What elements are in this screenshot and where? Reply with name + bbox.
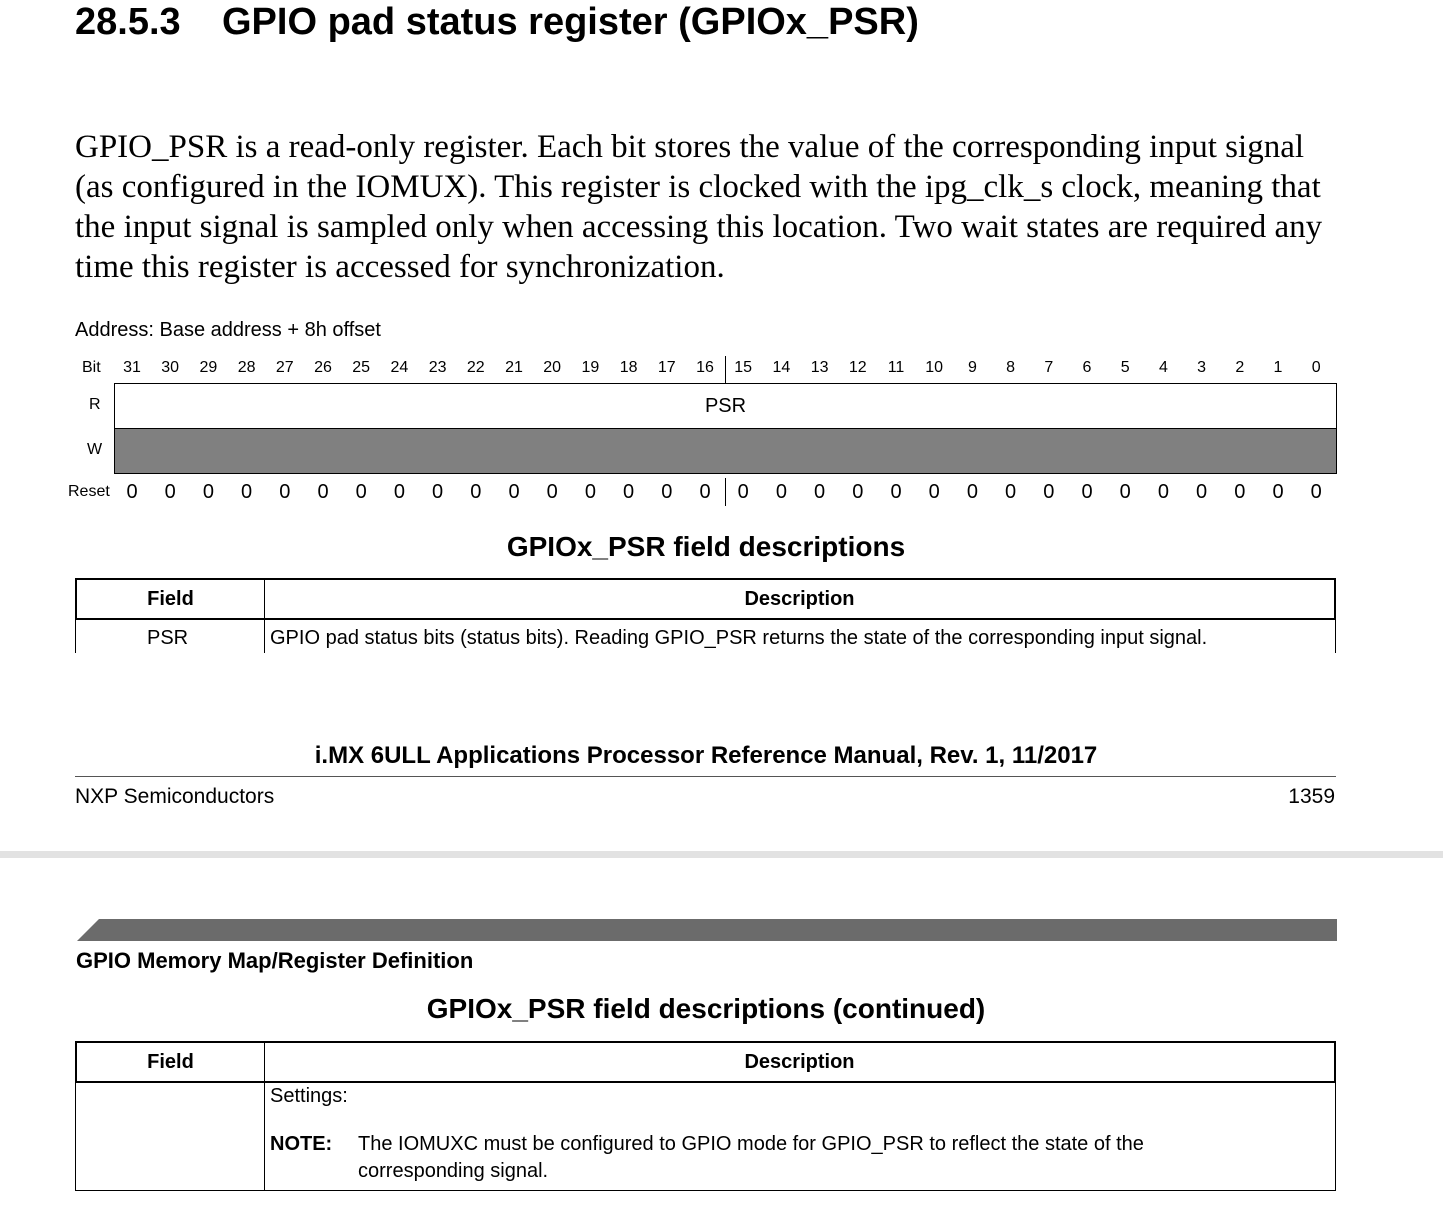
section-number: 28.5.3 [75, 1, 181, 43]
write-field-reserved [114, 428, 1337, 474]
bit-number: 17 [657, 359, 676, 376]
bit-number: 5 [1120, 359, 1130, 376]
reset-value: 0 [393, 481, 405, 503]
write-row-label: W [87, 441, 103, 458]
reset-value: 0 [775, 481, 787, 503]
bit-number: 19 [581, 359, 600, 376]
table2-bottom-border [75, 1190, 1336, 1191]
bit-number: 18 [619, 359, 638, 376]
reset-row-label: Reset [68, 483, 110, 500]
bit-number: 9 [967, 359, 977, 376]
bit-number: 30 [161, 359, 180, 376]
table2-header-field: Field [77, 1043, 265, 1081]
reset-half-divider [725, 478, 726, 506]
section-title: GPIO pad status register (GPIOx_PSR) [222, 1, 919, 43]
reset-value: 0 [241, 481, 253, 503]
reset-value: 0 [1005, 481, 1017, 503]
reset-value: 0 [1196, 481, 1208, 503]
bit-number: 29 [199, 359, 218, 376]
section-heading [75, 0, 919, 44]
table2-col-divider [264, 1081, 265, 1191]
reset-value: 0 [432, 481, 444, 503]
bit-number: 11 [887, 359, 905, 376]
bit-number: 26 [314, 359, 332, 376]
reset-value: 0 [852, 481, 864, 503]
table2-header-row [75, 1041, 1336, 1083]
table1-header-row [75, 578, 1336, 620]
bit-number: 24 [390, 359, 409, 376]
reset-value: 0 [1043, 481, 1055, 503]
reset-value: 0 [1310, 481, 1322, 503]
bit-number: 16 [696, 359, 714, 376]
reset-value: 0 [202, 481, 214, 503]
reset-value: 0 [890, 481, 902, 503]
footer-rule [75, 776, 1336, 777]
reset-value: 0 [1157, 481, 1169, 503]
reset-value: 0 [699, 481, 711, 503]
note-label: NOTE: [270, 1133, 333, 1155]
bit-number: 7 [1044, 359, 1054, 376]
page-separator [0, 851, 1443, 858]
reset-value: 0 [584, 481, 596, 503]
settings-label: Settings: [270, 1085, 348, 1107]
bit-number: 2 [1235, 359, 1245, 376]
bit-number: 13 [810, 359, 829, 376]
read-field-name: PSR [704, 394, 747, 417]
bit-number: 25 [352, 359, 371, 376]
table2-title: GPIOx_PSR field descriptions (continued) [426, 993, 986, 1024]
bit-number: 6 [1082, 359, 1092, 376]
reset-value: 0 [546, 481, 558, 503]
manual-title: i.MX 6ULL Applications Processor Reference Manual, Rev. 1, 11/2017 [314, 742, 1098, 769]
bit-row-label: Bit [82, 359, 101, 376]
bit-number: 14 [772, 359, 791, 376]
reset-value: 0 [1234, 481, 1246, 503]
bit-number: 12 [848, 359, 867, 376]
bit-number: 15 [734, 359, 753, 376]
reset-value: 0 [470, 481, 482, 503]
read-field-psr [114, 383, 1337, 428]
bit-number: 23 [428, 359, 447, 376]
page-number: 1359 [1288, 785, 1335, 808]
reset-value: 0 [814, 481, 826, 503]
table1-right-border [1335, 618, 1336, 653]
table1-title: GPIOx_PSR field descriptions [506, 531, 906, 562]
reset-value: 0 [1119, 481, 1131, 503]
bit-number: 10 [925, 359, 944, 376]
reset-value: 0 [508, 481, 520, 503]
reset-value: 0 [126, 481, 138, 503]
bit-number: 28 [237, 359, 256, 376]
reset-value: 0 [928, 481, 940, 503]
table1-col-divider [264, 618, 265, 653]
table2-header-description: Description [744, 1051, 855, 1073]
bit-number: 1 [1273, 359, 1283, 376]
reset-value: 0 [966, 481, 978, 503]
reset-value: 0 [317, 481, 329, 503]
note-text-line1: The IOMUXC must be configured to GPIO mode for GPIO_PSR to reflect the state of the [358, 1133, 1144, 1155]
reset-value: 0 [1081, 481, 1093, 503]
bit-number: 0 [1311, 359, 1321, 376]
table2-left-border [75, 1081, 76, 1191]
table1-row-description: GPIO pad status bits (status bits). Reading GPIO_PSR returns the state of the corresponding input signal. [270, 627, 1208, 649]
table1-header-description: Description [744, 588, 855, 610]
register-address: Address: Base address + 8h offset [75, 319, 381, 341]
bit-number: 21 [505, 359, 523, 376]
reset-value: 0 [279, 481, 291, 503]
reset-value: 0 [1272, 481, 1284, 503]
table2-right-border [1335, 1081, 1336, 1191]
table1-header-field: Field [77, 580, 265, 618]
bit-half-divider [725, 356, 726, 383]
bit-number: 22 [466, 359, 485, 376]
read-row-label: R [89, 396, 101, 413]
bit-number: 27 [275, 359, 294, 376]
chapter-header-band [77, 919, 1337, 941]
note-text-line2: corresponding signal. [358, 1160, 549, 1182]
chapter-heading: GPIO Memory Map/Register Definition [76, 948, 474, 973]
table1-left-border [75, 618, 76, 653]
bit-number: 4 [1158, 359, 1168, 376]
bit-number: 8 [1006, 359, 1016, 376]
company-name: NXP Semiconductors [75, 785, 275, 808]
bit-number: 31 [123, 359, 141, 376]
reset-value: 0 [737, 481, 749, 503]
reset-value: 0 [661, 481, 673, 503]
reset-value: 0 [355, 481, 367, 503]
intro-paragraph: GPIO_PSR is a read-only register. Each bit stores the value of the corresponding input signal (as configured in the IOMUX). This register is clocked with the ipg_clk_s clock, meaning that the input signal is sampled only when accessing this location. Two wait states are required any time this register is accessed for synchronization. [75, 129, 1323, 285]
reset-value: 0 [623, 481, 635, 503]
reset-value: 0 [164, 481, 176, 503]
table1-row-field: PSR [147, 627, 189, 649]
bit-number: 3 [1197, 359, 1207, 376]
bit-number: 20 [543, 359, 562, 376]
